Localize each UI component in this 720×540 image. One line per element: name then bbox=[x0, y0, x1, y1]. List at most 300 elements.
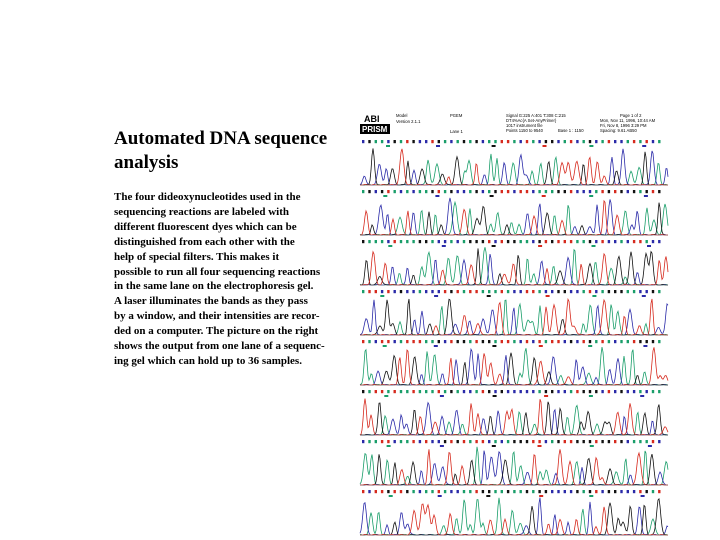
base-call-mark bbox=[658, 190, 660, 193]
base-call-mark bbox=[639, 140, 641, 143]
base-call-mark bbox=[387, 140, 389, 143]
base-call-mark bbox=[394, 440, 396, 443]
base-call-mark bbox=[488, 190, 490, 193]
position-marker bbox=[435, 195, 439, 197]
base-call-mark bbox=[538, 290, 540, 293]
base-call-mark bbox=[469, 290, 471, 293]
base-call-mark bbox=[501, 490, 503, 493]
base-call-mark bbox=[469, 240, 471, 243]
base-call-mark bbox=[482, 290, 484, 293]
base-call-mark bbox=[652, 290, 654, 293]
base-call-mark bbox=[601, 440, 603, 443]
dye-trace-T bbox=[360, 252, 668, 285]
base-call-mark bbox=[501, 340, 503, 343]
base-call-mark bbox=[444, 340, 446, 343]
base-call-mark bbox=[457, 440, 459, 443]
position-marker bbox=[589, 145, 593, 147]
base-call-mark bbox=[444, 490, 446, 493]
base-call-mark bbox=[387, 240, 389, 243]
position-marker bbox=[538, 245, 542, 247]
base-call-mark bbox=[658, 290, 660, 293]
position-marker bbox=[539, 495, 543, 497]
position-marker bbox=[492, 345, 496, 347]
base-call-mark bbox=[368, 240, 370, 243]
body-line-5: help of special filters. This makes it bbox=[114, 250, 280, 263]
base-call-mark bbox=[570, 140, 572, 143]
base-call-mark bbox=[614, 140, 616, 143]
base-call-mark bbox=[627, 390, 629, 393]
base-call-mark bbox=[520, 190, 522, 193]
base-call-mark bbox=[450, 290, 452, 293]
base-call-mark bbox=[652, 240, 654, 243]
base-call-mark bbox=[494, 290, 496, 293]
base-call-mark bbox=[601, 340, 603, 343]
base-call-mark bbox=[368, 340, 370, 343]
position-marker bbox=[440, 445, 444, 447]
base-call-mark bbox=[595, 390, 597, 393]
position-marker bbox=[486, 495, 490, 497]
base-call-mark bbox=[583, 340, 585, 343]
base-call-mark bbox=[394, 190, 396, 193]
base-call-mark bbox=[412, 190, 414, 193]
base-call-mark bbox=[551, 140, 553, 143]
base-call-mark bbox=[475, 390, 477, 393]
base-call-mark bbox=[646, 490, 648, 493]
base-call-mark bbox=[425, 290, 427, 293]
base-call-mark bbox=[646, 440, 648, 443]
base-call-mark bbox=[608, 190, 610, 193]
base-call-mark bbox=[431, 190, 433, 193]
base-call-mark bbox=[564, 440, 566, 443]
base-call-mark bbox=[589, 140, 591, 143]
base-call-mark bbox=[545, 440, 547, 443]
position-marker bbox=[492, 245, 496, 247]
base-call-mark bbox=[425, 340, 427, 343]
position-marker bbox=[386, 145, 390, 147]
base-call-mark bbox=[513, 240, 515, 243]
base-call-mark bbox=[394, 240, 396, 243]
base-call-mark bbox=[526, 240, 528, 243]
base-call-mark bbox=[652, 440, 654, 443]
base-call-mark bbox=[639, 440, 641, 443]
base-call-mark bbox=[362, 340, 364, 343]
chromatogram-svg bbox=[358, 110, 670, 538]
base-call-mark bbox=[633, 490, 635, 493]
position-marker bbox=[641, 495, 645, 497]
base-call-mark bbox=[564, 340, 566, 343]
base-call-mark bbox=[639, 190, 641, 193]
dye-trace-G bbox=[360, 299, 668, 335]
base-call-mark bbox=[463, 390, 465, 393]
base-call-mark bbox=[551, 340, 553, 343]
base-call-mark bbox=[488, 390, 490, 393]
base-call-mark bbox=[595, 240, 597, 243]
base-call-mark bbox=[387, 190, 389, 193]
base-call-mark bbox=[532, 390, 534, 393]
base-call-mark bbox=[564, 490, 566, 493]
position-marker bbox=[492, 145, 496, 147]
position-marker bbox=[642, 145, 646, 147]
base-call-mark bbox=[589, 340, 591, 343]
base-call-mark bbox=[507, 440, 509, 443]
base-call-mark bbox=[513, 490, 515, 493]
base-call-mark bbox=[526, 390, 528, 393]
base-call-mark bbox=[394, 390, 396, 393]
base-call-mark bbox=[438, 190, 440, 193]
header-date-2: Fri, Nov 8, 1996 3:29 PM bbox=[600, 123, 647, 128]
base-call-mark bbox=[469, 340, 471, 343]
base-call-mark bbox=[627, 190, 629, 193]
base-call-mark bbox=[494, 490, 496, 493]
base-call-mark bbox=[576, 340, 578, 343]
base-call-mark bbox=[469, 140, 471, 143]
body-line-11: shows the output from one lane of a sequenc- bbox=[114, 340, 325, 353]
base-call-mark bbox=[570, 390, 572, 393]
base-call-mark bbox=[538, 440, 540, 443]
base-call-mark bbox=[614, 290, 616, 293]
base-call-mark bbox=[532, 190, 534, 193]
base-call-mark bbox=[646, 140, 648, 143]
base-call-mark bbox=[545, 140, 547, 143]
header-signal: Signal G:225 A:401 T:308 C:215 bbox=[506, 113, 566, 118]
base-call-mark bbox=[538, 390, 540, 393]
base-call-mark bbox=[526, 490, 528, 493]
base-call-mark bbox=[412, 440, 414, 443]
base-call-mark bbox=[513, 390, 515, 393]
base-call-mark bbox=[425, 190, 427, 193]
base-call-mark bbox=[381, 390, 383, 393]
base-call-mark bbox=[457, 240, 459, 243]
base-call-mark bbox=[513, 290, 515, 293]
base-call-mark bbox=[658, 490, 660, 493]
position-marker bbox=[544, 395, 548, 397]
base-call-mark bbox=[375, 240, 377, 243]
dye-trace-A bbox=[360, 347, 668, 385]
base-call-mark bbox=[551, 240, 553, 243]
body-line-10: ded on a computer. The picture on the right bbox=[114, 325, 319, 338]
base-call-mark bbox=[457, 340, 459, 343]
base-call-mark bbox=[608, 390, 610, 393]
base-call-mark bbox=[576, 490, 578, 493]
base-call-mark bbox=[412, 140, 414, 143]
base-call-mark bbox=[425, 440, 427, 443]
base-call-mark bbox=[368, 290, 370, 293]
base-call-mark bbox=[507, 240, 509, 243]
base-call-mark bbox=[583, 490, 585, 493]
position-marker bbox=[442, 245, 446, 247]
position-marker bbox=[383, 345, 387, 347]
base-call-mark bbox=[501, 390, 503, 393]
base-call-mark bbox=[482, 490, 484, 493]
base-call-mark bbox=[431, 440, 433, 443]
base-call-mark bbox=[419, 490, 421, 493]
base-call-mark bbox=[381, 240, 383, 243]
chromatogram-header bbox=[396, 113, 656, 134]
base-call-mark bbox=[551, 290, 553, 293]
base-call-mark bbox=[482, 390, 484, 393]
base-call-mark bbox=[457, 290, 459, 293]
base-call-mark bbox=[475, 340, 477, 343]
base-call-mark bbox=[444, 140, 446, 143]
base-call-mark bbox=[595, 440, 597, 443]
base-call-mark bbox=[381, 190, 383, 193]
base-call-mark bbox=[658, 390, 660, 393]
header-base: Base 1 : 1150 bbox=[558, 128, 584, 133]
body-line-12: ing gel which can hold up to 36 samples. bbox=[114, 354, 302, 367]
base-call-mark bbox=[412, 240, 414, 243]
base-call-mark bbox=[576, 190, 578, 193]
header-chemistry: DT4%Ac{A Set-AnyPrimer} bbox=[506, 118, 557, 123]
base-call-mark bbox=[557, 490, 559, 493]
position-marker bbox=[492, 445, 496, 447]
base-call-mark bbox=[557, 240, 559, 243]
base-call-mark bbox=[564, 390, 566, 393]
base-call-mark bbox=[639, 240, 641, 243]
base-call-mark bbox=[419, 240, 421, 243]
base-call-mark bbox=[639, 290, 641, 293]
base-call-mark bbox=[463, 490, 465, 493]
base-call-mark bbox=[595, 290, 597, 293]
base-call-mark bbox=[526, 340, 528, 343]
base-call-mark bbox=[601, 190, 603, 193]
base-call-mark bbox=[375, 490, 377, 493]
base-call-mark bbox=[469, 440, 471, 443]
base-call-mark bbox=[425, 390, 427, 393]
base-call-mark bbox=[431, 390, 433, 393]
dye-trace-T bbox=[360, 399, 668, 436]
base-call-mark bbox=[620, 490, 622, 493]
base-call-mark bbox=[450, 190, 452, 193]
base-call-mark bbox=[583, 390, 585, 393]
base-call-mark bbox=[513, 440, 515, 443]
base-call-mark bbox=[387, 290, 389, 293]
base-call-mark bbox=[419, 440, 421, 443]
base-call-mark bbox=[488, 290, 490, 293]
base-call-mark bbox=[652, 340, 654, 343]
position-marker bbox=[539, 345, 543, 347]
base-call-mark bbox=[394, 490, 396, 493]
body-line-9: by a window, and their intensities are recor- bbox=[114, 310, 320, 323]
header-version: Version 2.1.1 bbox=[396, 119, 421, 124]
base-call-mark bbox=[400, 490, 402, 493]
base-call-mark bbox=[526, 290, 528, 293]
position-marker bbox=[546, 295, 550, 297]
base-call-mark bbox=[463, 440, 465, 443]
header-model-value: PGEM bbox=[450, 113, 463, 118]
base-call-mark bbox=[457, 140, 459, 143]
base-call-mark bbox=[394, 290, 396, 293]
base-call-mark bbox=[419, 190, 421, 193]
base-call-mark bbox=[620, 140, 622, 143]
base-call-mark bbox=[375, 140, 377, 143]
base-call-mark bbox=[400, 440, 402, 443]
base-call-mark bbox=[646, 290, 648, 293]
base-call-mark bbox=[520, 440, 522, 443]
base-call-mark bbox=[381, 340, 383, 343]
base-call-mark bbox=[601, 140, 603, 143]
base-call-mark bbox=[520, 140, 522, 143]
base-call-mark bbox=[362, 390, 364, 393]
base-call-mark bbox=[419, 340, 421, 343]
base-call-mark bbox=[494, 140, 496, 143]
base-call-mark bbox=[450, 390, 452, 393]
base-call-mark bbox=[507, 390, 509, 393]
base-call-mark bbox=[589, 440, 591, 443]
header-instrument: 1017 instrument file bbox=[506, 123, 543, 128]
base-call-mark bbox=[450, 490, 452, 493]
base-call-mark bbox=[463, 190, 465, 193]
base-call-mark bbox=[614, 240, 616, 243]
base-call-mark bbox=[551, 190, 553, 193]
body-line-3: different fluorescent dyes which can be bbox=[114, 220, 297, 233]
base-call-mark bbox=[450, 140, 452, 143]
base-call-mark bbox=[444, 290, 446, 293]
base-call-mark bbox=[576, 440, 578, 443]
position-marker bbox=[592, 295, 596, 297]
base-call-mark bbox=[570, 490, 572, 493]
base-call-mark bbox=[368, 490, 370, 493]
base-call-mark bbox=[545, 190, 547, 193]
base-call-mark bbox=[557, 140, 559, 143]
base-call-mark bbox=[608, 440, 610, 443]
base-call-mark bbox=[576, 390, 578, 393]
base-call-mark bbox=[494, 240, 496, 243]
base-call-mark bbox=[589, 190, 591, 193]
base-call-mark bbox=[381, 290, 383, 293]
base-call-mark bbox=[652, 390, 654, 393]
base-call-mark bbox=[368, 440, 370, 443]
dye-trace-A bbox=[360, 447, 668, 485]
dye-trace-C bbox=[360, 403, 668, 435]
base-call-mark bbox=[387, 440, 389, 443]
base-call-mark bbox=[532, 490, 534, 493]
position-marker bbox=[589, 495, 593, 497]
position-marker bbox=[387, 445, 391, 447]
base-call-mark bbox=[570, 340, 572, 343]
base-call-mark bbox=[494, 190, 496, 193]
base-call-mark bbox=[475, 190, 477, 193]
base-call-mark bbox=[412, 490, 414, 493]
base-call-mark bbox=[620, 340, 622, 343]
base-call-mark bbox=[620, 290, 622, 293]
position-marker bbox=[436, 145, 440, 147]
base-call-mark bbox=[538, 240, 540, 243]
base-call-mark bbox=[494, 340, 496, 343]
base-call-mark bbox=[538, 140, 540, 143]
base-call-mark bbox=[488, 440, 490, 443]
base-call-mark bbox=[595, 190, 597, 193]
base-call-mark bbox=[601, 490, 603, 493]
base-call-mark bbox=[633, 290, 635, 293]
base-call-mark bbox=[375, 190, 377, 193]
base-call-mark bbox=[507, 490, 509, 493]
base-call-mark bbox=[444, 440, 446, 443]
base-call-mark bbox=[400, 190, 402, 193]
base-call-mark bbox=[620, 240, 622, 243]
base-call-mark bbox=[488, 490, 490, 493]
base-call-mark bbox=[463, 240, 465, 243]
logo-line-2: PRISM bbox=[362, 125, 388, 134]
base-call-mark bbox=[551, 490, 553, 493]
base-call-mark bbox=[627, 340, 629, 343]
base-call-mark bbox=[406, 140, 408, 143]
base-call-mark bbox=[419, 290, 421, 293]
base-call-mark bbox=[532, 140, 534, 143]
base-call-mark bbox=[576, 290, 578, 293]
position-marker bbox=[589, 195, 593, 197]
position-marker bbox=[592, 245, 596, 247]
position-marker bbox=[640, 395, 644, 397]
base-call-mark bbox=[520, 240, 522, 243]
base-call-mark bbox=[633, 440, 635, 443]
base-call-mark bbox=[601, 290, 603, 293]
base-call-mark bbox=[526, 440, 528, 443]
position-marker bbox=[383, 195, 387, 197]
base-call-mark bbox=[583, 290, 585, 293]
base-call-mark bbox=[387, 390, 389, 393]
position-marker bbox=[384, 395, 388, 397]
base-call-mark bbox=[400, 290, 402, 293]
base-call-mark bbox=[557, 290, 559, 293]
base-call-mark bbox=[482, 140, 484, 143]
base-call-mark bbox=[620, 390, 622, 393]
position-marker bbox=[647, 245, 651, 247]
base-call-mark bbox=[501, 290, 503, 293]
base-call-mark bbox=[469, 190, 471, 193]
base-call-mark bbox=[501, 240, 503, 243]
base-call-mark bbox=[557, 190, 559, 193]
base-call-mark bbox=[557, 440, 559, 443]
base-call-mark bbox=[375, 290, 377, 293]
base-call-mark bbox=[620, 440, 622, 443]
base-call-mark bbox=[520, 490, 522, 493]
base-call-mark bbox=[438, 340, 440, 343]
position-marker bbox=[434, 295, 438, 297]
base-call-mark bbox=[400, 240, 402, 243]
position-marker bbox=[589, 395, 593, 397]
base-call-mark bbox=[425, 490, 427, 493]
base-call-mark bbox=[545, 340, 547, 343]
base-call-mark bbox=[520, 390, 522, 393]
base-call-mark bbox=[438, 490, 440, 493]
base-call-mark bbox=[394, 340, 396, 343]
header-model-label: Model bbox=[396, 113, 408, 118]
body-line-1: The four dideoxynucleotides used in the bbox=[114, 191, 301, 203]
base-call-mark bbox=[444, 190, 446, 193]
base-call-mark bbox=[658, 140, 660, 143]
base-call-mark bbox=[658, 440, 660, 443]
base-call-mark bbox=[545, 240, 547, 243]
base-call-mark bbox=[425, 240, 427, 243]
base-call-mark bbox=[488, 340, 490, 343]
base-call-mark bbox=[431, 340, 433, 343]
base-call-mark bbox=[463, 290, 465, 293]
base-call-mark bbox=[381, 140, 383, 143]
base-call-mark bbox=[526, 140, 528, 143]
base-call-mark bbox=[614, 490, 616, 493]
base-call-mark bbox=[608, 490, 610, 493]
base-call-mark bbox=[438, 440, 440, 443]
dye-trace-A bbox=[360, 202, 668, 235]
base-call-mark bbox=[564, 290, 566, 293]
base-call-mark bbox=[406, 490, 408, 493]
dye-trace-C bbox=[360, 498, 668, 535]
position-marker bbox=[434, 345, 438, 347]
base-call-mark bbox=[412, 340, 414, 343]
base-call-mark bbox=[412, 390, 414, 393]
position-marker bbox=[388, 245, 392, 247]
base-call-mark bbox=[526, 190, 528, 193]
